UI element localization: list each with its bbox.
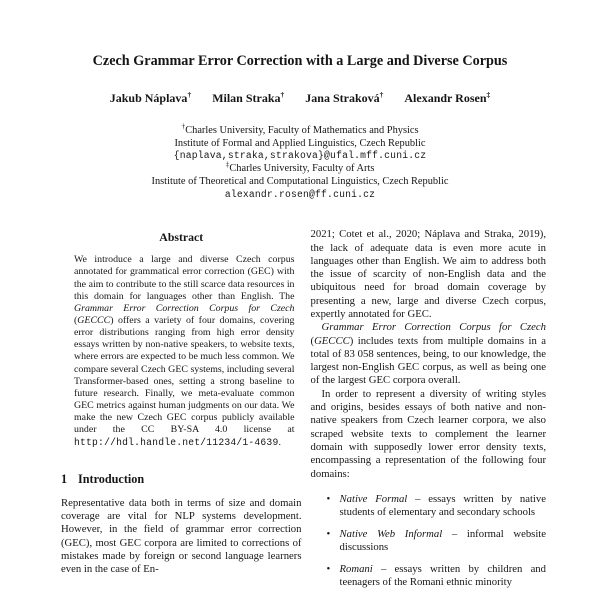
bullet-icon: • [326, 527, 331, 540]
affiliation-text: Institute of Theoretical and Computational Linguistics, Czech Republic [151, 175, 449, 187]
author-affiliation-mark: † [280, 90, 285, 99]
affiliation-mark: ‡ [225, 159, 230, 169]
corpus-abbr-italic: GECCC [314, 334, 350, 347]
affiliation-line [0, 189, 600, 202]
domain-item-text [340, 528, 547, 555]
abstract-segment: ( [74, 315, 78, 326]
paragraph-segment: ) includes texts from multiple domains in a total of 83 058 sentences, being, to our knowledge, the largest non-English GEC corpus, as well as being one of the largest GEC corpora overall. [310, 334, 546, 387]
email-link[interactable]: alexandr.rosen@ff.cuni.cz [224, 188, 376, 200]
affiliation-mark: † [181, 121, 186, 131]
paragraph-segment: ( [310, 334, 315, 347]
affiliation-text: Charles University, Faculty of Arts [229, 163, 375, 175]
section-heading-introduction [61, 472, 302, 487]
domain-item-native-web-informal [327, 528, 547, 555]
bullet-icon: • [326, 492, 331, 505]
domain-term: Native Web Informal [339, 527, 443, 540]
abstract-segment: We introduce a large and diverse Czech corpus annotated for grammatical error correction (GEC) with the aim to contribute to the still scarce data resources in this domain for languages other than English. The [74, 254, 295, 302]
affiliation-line [0, 176, 600, 189]
author-affiliation-mark: † [379, 90, 384, 99]
corpus-description-paragraph [311, 321, 547, 387]
domain-item-text [340, 493, 547, 520]
two-column-body [61, 228, 546, 589]
left-column [61, 228, 302, 589]
domain-list [311, 493, 547, 590]
author-name: Jana Straková [305, 91, 380, 105]
paper-title: Czech Grammar Error Correction with a Large and Diverse Corpus [92, 53, 508, 69]
abstract-segment: ) offers a variety of four domains, covering error distributions ranging from high error density essays written by non-native speakers, to website texts, where errors are expected to be much less common. We compare several Czech GEC systems, including several Transformer-based ones, setting a strong baseline to future research. Finally, we meta-evaluate common GEC metrics against human judgments on our data. We make the new Czech GEC corpus publicly available under the CC BY-SA 4.0 license at [74, 315, 295, 436]
continuation-paragraph: 2021; Cotet et al., 2020; Náplava and Straka, 2019), the lack of adequate data is even more acute in languages other than English. We aim to address both the issue of scarcity of non-English data and the ubiquitous need for broad domain coverage by presenting a new, large and diverse Czech corpus, expertly annotated for GEC. [310, 228, 546, 320]
affiliation-text: Charles University, Faculty of Mathematics and Physics [185, 125, 419, 136]
author-1 [110, 91, 191, 106]
abstract-text [61, 254, 302, 449]
domain-description: – essays written by native students of elementary and secondary schools [339, 492, 546, 519]
affiliation-line [0, 121, 600, 138]
affiliation-text: Institute of Formal and Applied Linguistics, Czech Republic [174, 137, 426, 149]
author-4 [404, 91, 490, 106]
author-3 [305, 91, 383, 106]
domain-item-native-formal [327, 493, 547, 520]
affiliation-line [0, 138, 600, 151]
right-column [311, 228, 547, 589]
author-line [0, 91, 600, 106]
domains-intro-paragraph: In order to represent a diversity of writing styles and origins, besides essays of both native and non-native speakers from Czech learner corpora, we also scraped website texts to complement the learner domain with supposedly lower error density texts, encompassing a representation of the following four domains: [310, 387, 546, 480]
abstract-section [61, 230, 302, 449]
bullet-icon: • [326, 563, 331, 576]
corpus-name-italic: Grammar Error Correction Corpus for Czech [321, 321, 546, 334]
domain-item-text [340, 563, 547, 590]
email-link[interactable]: {naplava,straka,strakova}@ufal.mff.cuni.cz [173, 150, 427, 162]
author-name: Milan Straka [212, 91, 281, 105]
abstract-segment: . [278, 436, 281, 448]
domain-description: – informal website discussions [339, 527, 546, 554]
intro-paragraph: Representative data both in terms of size and domain coverage are vital for NLP systems development. However, in the field of grammar error correction (GEC), most GEC corpora are limited to corrections of mistakes made by foreign or second language learners even in the case of En- [61, 496, 302, 576]
affiliation-line [0, 159, 600, 176]
corpus-abbr-italic: GECCC [77, 315, 111, 326]
corpus-url-link[interactable]: http://hdl.handle.net/11234/1-4639 [74, 436, 279, 448]
author-name: Jakub Náplava [109, 91, 188, 105]
abstract-heading: Abstract [159, 230, 204, 245]
corpus-name-italic: Grammar Error Correction Corpus for Czech [74, 302, 295, 314]
domain-term: Native Formal [339, 492, 408, 505]
section-number: 1 [61, 471, 68, 486]
author-affiliation-mark: † [187, 90, 192, 99]
domain-term: Romani [339, 563, 373, 576]
domain-description: – essays written by children and teenagers of the Romani ethnic minority [339, 563, 546, 589]
author-name: Alexandr Rosen [404, 91, 487, 105]
affiliation-line [0, 150, 600, 163]
author-2 [212, 91, 284, 106]
domain-item-romani [327, 563, 547, 590]
affiliation-block [0, 121, 600, 201]
author-affiliation-mark: ‡ [486, 90, 491, 99]
section-title: Introduction [78, 471, 145, 486]
